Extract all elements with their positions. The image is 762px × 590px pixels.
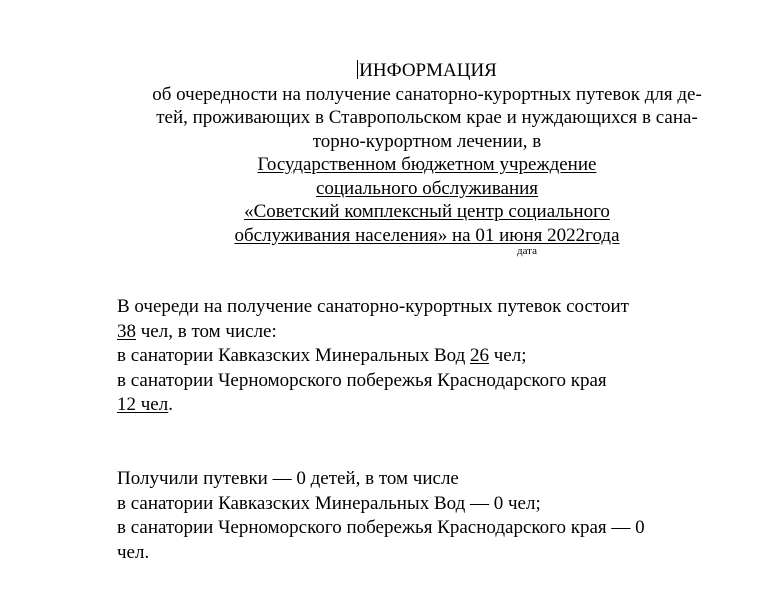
subtitle-line-1: об очередности на получение санаторно-курортных путевок для де-: [152, 83, 702, 105]
queue-kmv-suffix: чел;: [489, 345, 527, 366]
received-kmv-line: в санатории Кавказских Минеральных Вод — 0 чел;: [117, 492, 541, 514]
date-caption: дата: [516, 245, 538, 257]
institution-line-1: Государственном бюджетном учреждение: [257, 154, 597, 175]
queue-intro: В очереди на получение санаторно-курортных путевок состоит: [117, 296, 629, 317]
queue-kmv-line: [117, 344, 757, 369]
received-section: [117, 467, 757, 565]
institution-line-2: социального обслуживания: [315, 177, 539, 199]
document-heading: [100, 59, 754, 258]
institution-line-3: «Советский комплексный центр социального: [244, 201, 610, 222]
queue-kmv-prefix: в санатории Кавказских Минеральных Вод: [117, 345, 470, 366]
received-black-sea-line: в санатории Черноморского побережья Краснодарского края — 0: [117, 517, 645, 538]
text-cursor-icon: [357, 60, 358, 79]
queue-black-sea-end: .: [168, 394, 173, 415]
received-black-sea-end: чел.: [117, 541, 150, 563]
queue-kmv-value: 26: [470, 345, 489, 366]
document-title: ИНФОРМАЦИЯ: [359, 60, 497, 81]
queue-total-line: [117, 320, 757, 345]
institution-line-4: обслуживания населения» на 01 июня 2022года: [234, 224, 620, 246]
document-title-line: [100, 59, 754, 83]
queue-total-suffix: чел, в том числе:: [136, 320, 277, 342]
queue-black-sea-count-line: [117, 393, 757, 418]
received-intro: Получили путевки — 0 детей, в том числе: [117, 468, 459, 489]
queue-section: [117, 295, 757, 418]
queue-black-sea-line: в санатории Черноморского побережья Краснодарского края: [117, 369, 607, 391]
queue-black-sea-value: 12 чел: [117, 394, 169, 415]
queue-total-value: 38: [117, 320, 136, 342]
subtitle-line-2: тей, проживающих в Ставропольском крае и нуждающихся в сана-: [156, 107, 698, 128]
subtitle-line-3: торно-курортном лечении, в: [312, 130, 542, 152]
